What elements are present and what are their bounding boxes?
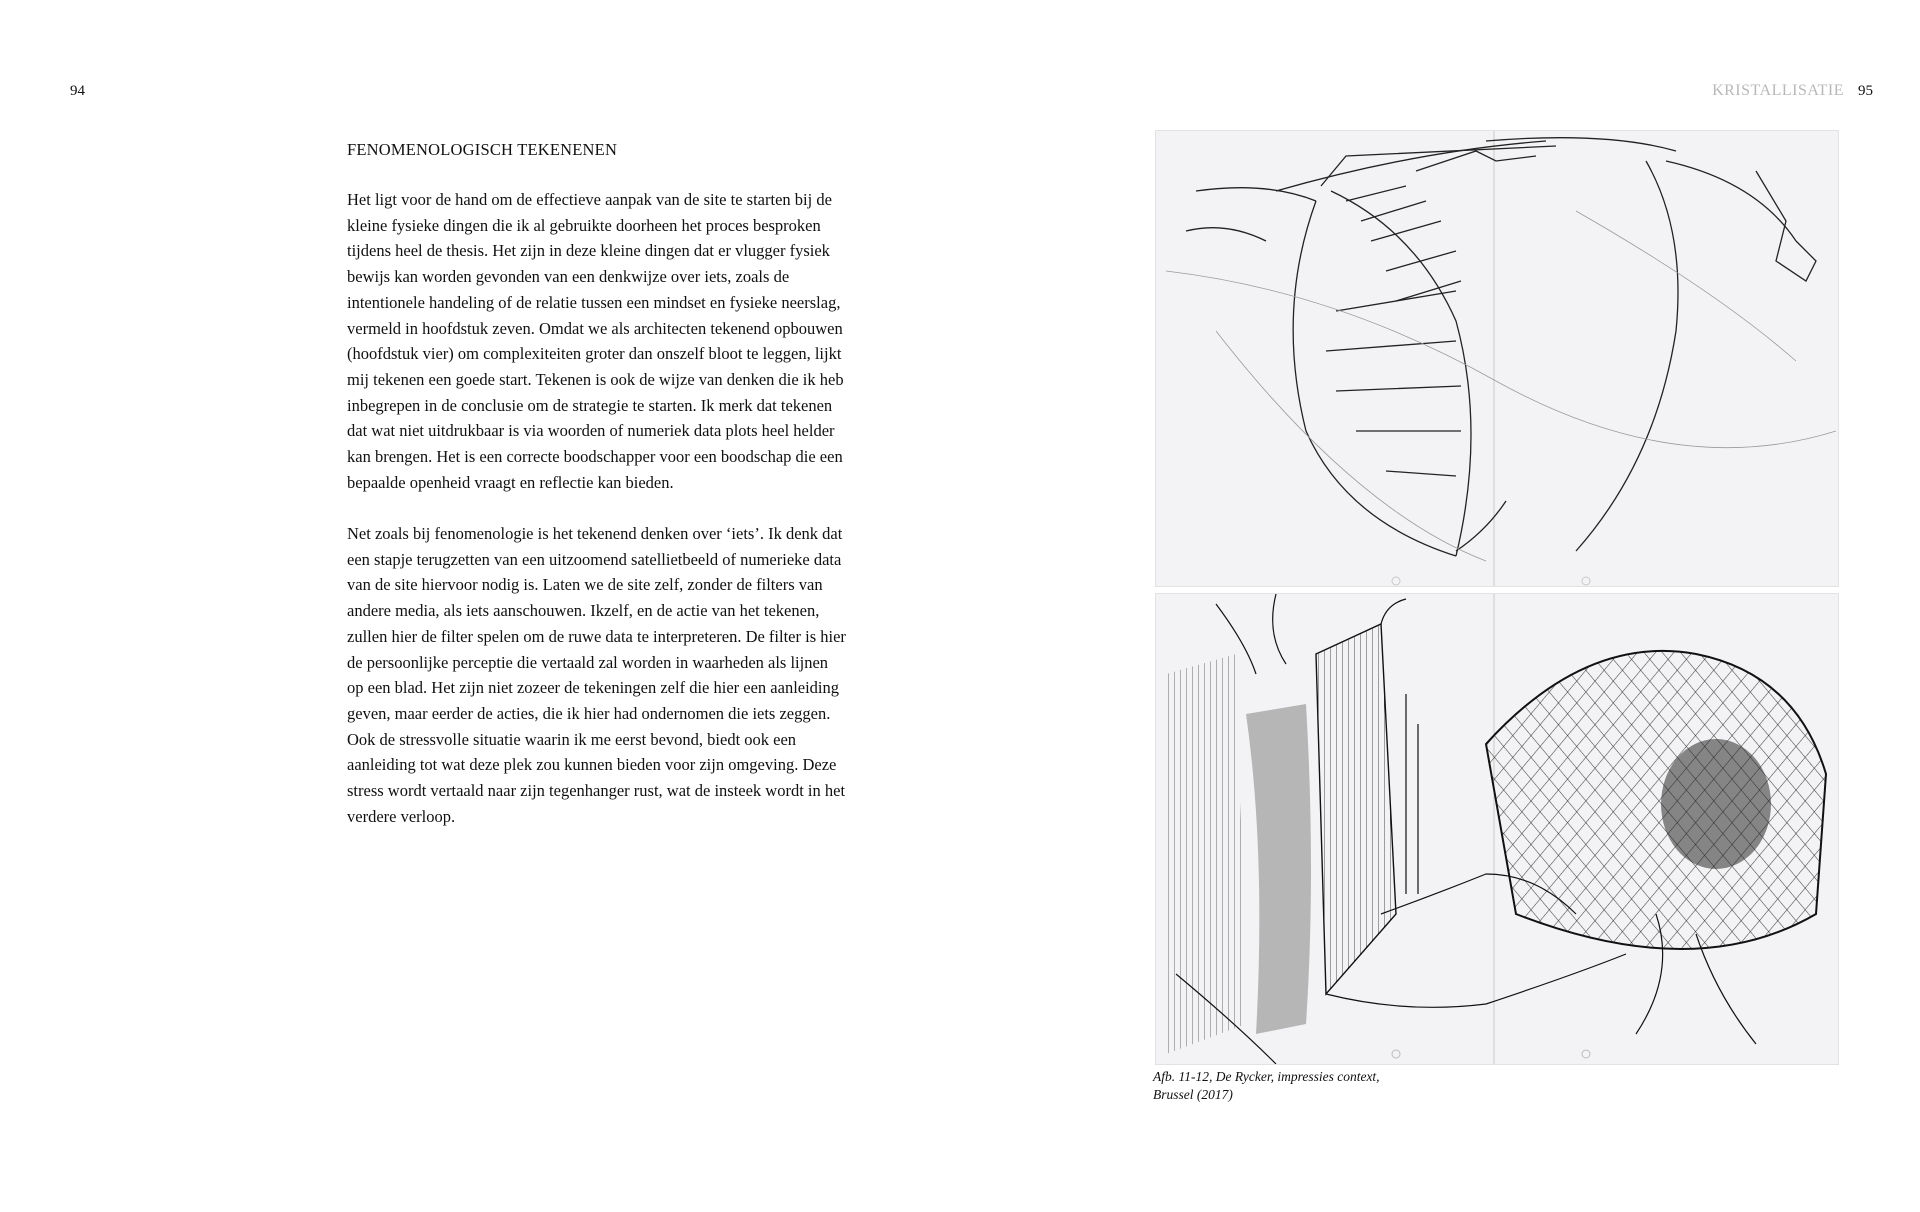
text-line: geven, maar eerder de acties, die ik hier had ondernomen die iets zeggen. — [347, 703, 831, 723]
text-line: tijdens heel de thesis. Het zijn in deze kleine dingen dat er vlugger fysiek — [347, 241, 830, 261]
text-line: verdere verloop. — [347, 806, 456, 826]
page-header-right — [1712, 82, 1873, 100]
text-line: (hoofdstuk vier) om complexiteiten groter dan onszelf bloot te leggen, lijkt — [347, 344, 842, 364]
running-head: KRISTALLISATIE — [1712, 82, 1844, 99]
text-line: van de site hiervoor nodig is. Laten we de site zelf, zonder de filters van — [347, 575, 823, 595]
text-line: aanleiding tot wat deze plek zou kunnen bieden voor zijn omgeving. Deze — [347, 755, 837, 775]
text-line: vermeld in hoofdstuk zeven. Omdat we als architecten tekenend opbouwen — [347, 318, 843, 338]
text-line: zullen hier de filter spelen om de ruwe data te interpreteren. De filter is hier — [347, 626, 846, 646]
caption-line: Brussel (2017) — [1153, 1087, 1233, 1102]
paragraph-2 — [347, 521, 857, 829]
text-line: bewijs kan worden gevonden van een denkwijze over iets, zoals de — [347, 267, 790, 287]
text-line: kan brengen. Het is een correcte boodschapper voor een boodschap die een — [347, 447, 843, 467]
paragraph-1 — [347, 187, 857, 495]
text-line: bepaalde openheid vraagt en reflectie kan bieden. — [347, 472, 674, 492]
page-number-right: 95 — [1858, 83, 1873, 99]
text-line: inbegrepen in de conclusie om de strategie te starten. Ik merk dat tekenen — [347, 395, 833, 415]
sketch-image-railing — [1155, 130, 1839, 587]
text-line: Het ligt voor de hand om de effectieve aanpak van de site te starten bij de — [347, 190, 832, 209]
text-line: intentionele handeling of de relatie tussen een mindset en fysieke neerslag, — [347, 292, 841, 312]
text-line: andere media, als iets aanschouwen. Ikzelf, en de actie van het tekenen, — [347, 601, 820, 621]
text-line: stress wordt vertaald naar zijn tegenhanger rust, wat de insteek wordt in het — [347, 781, 846, 801]
page-number-left: 94 — [70, 83, 85, 99]
text-line: kleine fysieke dingen die ik al gebruikte doorheen het proces besproken — [347, 215, 821, 235]
figure-caption — [1153, 1068, 1380, 1104]
section-heading: FENOMENOLOGISCH TEKENENEN — [347, 140, 618, 159]
text-line: op een blad. Het zijn niet zozeer de tekeningen zelf die hier een aanleiding — [347, 678, 840, 698]
text-line: een stapje terugzetten van een uitzoomend satellietbeeld of numerieke data — [347, 549, 842, 569]
text-line: Net zoals bij fenomenologie is het tekenend denken over ‘iets’. Ik denk dat — [347, 524, 843, 543]
text-line: dat wat niet uitdrukbaar is via woorden of numeriek data plots heel helder — [347, 421, 835, 441]
sketch-image-alley — [1155, 593, 1839, 1065]
text-line: de persoonlijke perceptie die vertaald zal worden in waarheden als lijnen — [347, 652, 829, 672]
caption-line: Afb. 11-12, De Rycker, impressies context, — [1153, 1069, 1380, 1084]
text-line: Ook de stressvolle situatie waarin ik me eerst bevond, biedt ook een — [347, 729, 797, 749]
text-line: mij tekenen een goede start. Tekenen is ook de wijze van denken die ik heb — [347, 369, 844, 389]
